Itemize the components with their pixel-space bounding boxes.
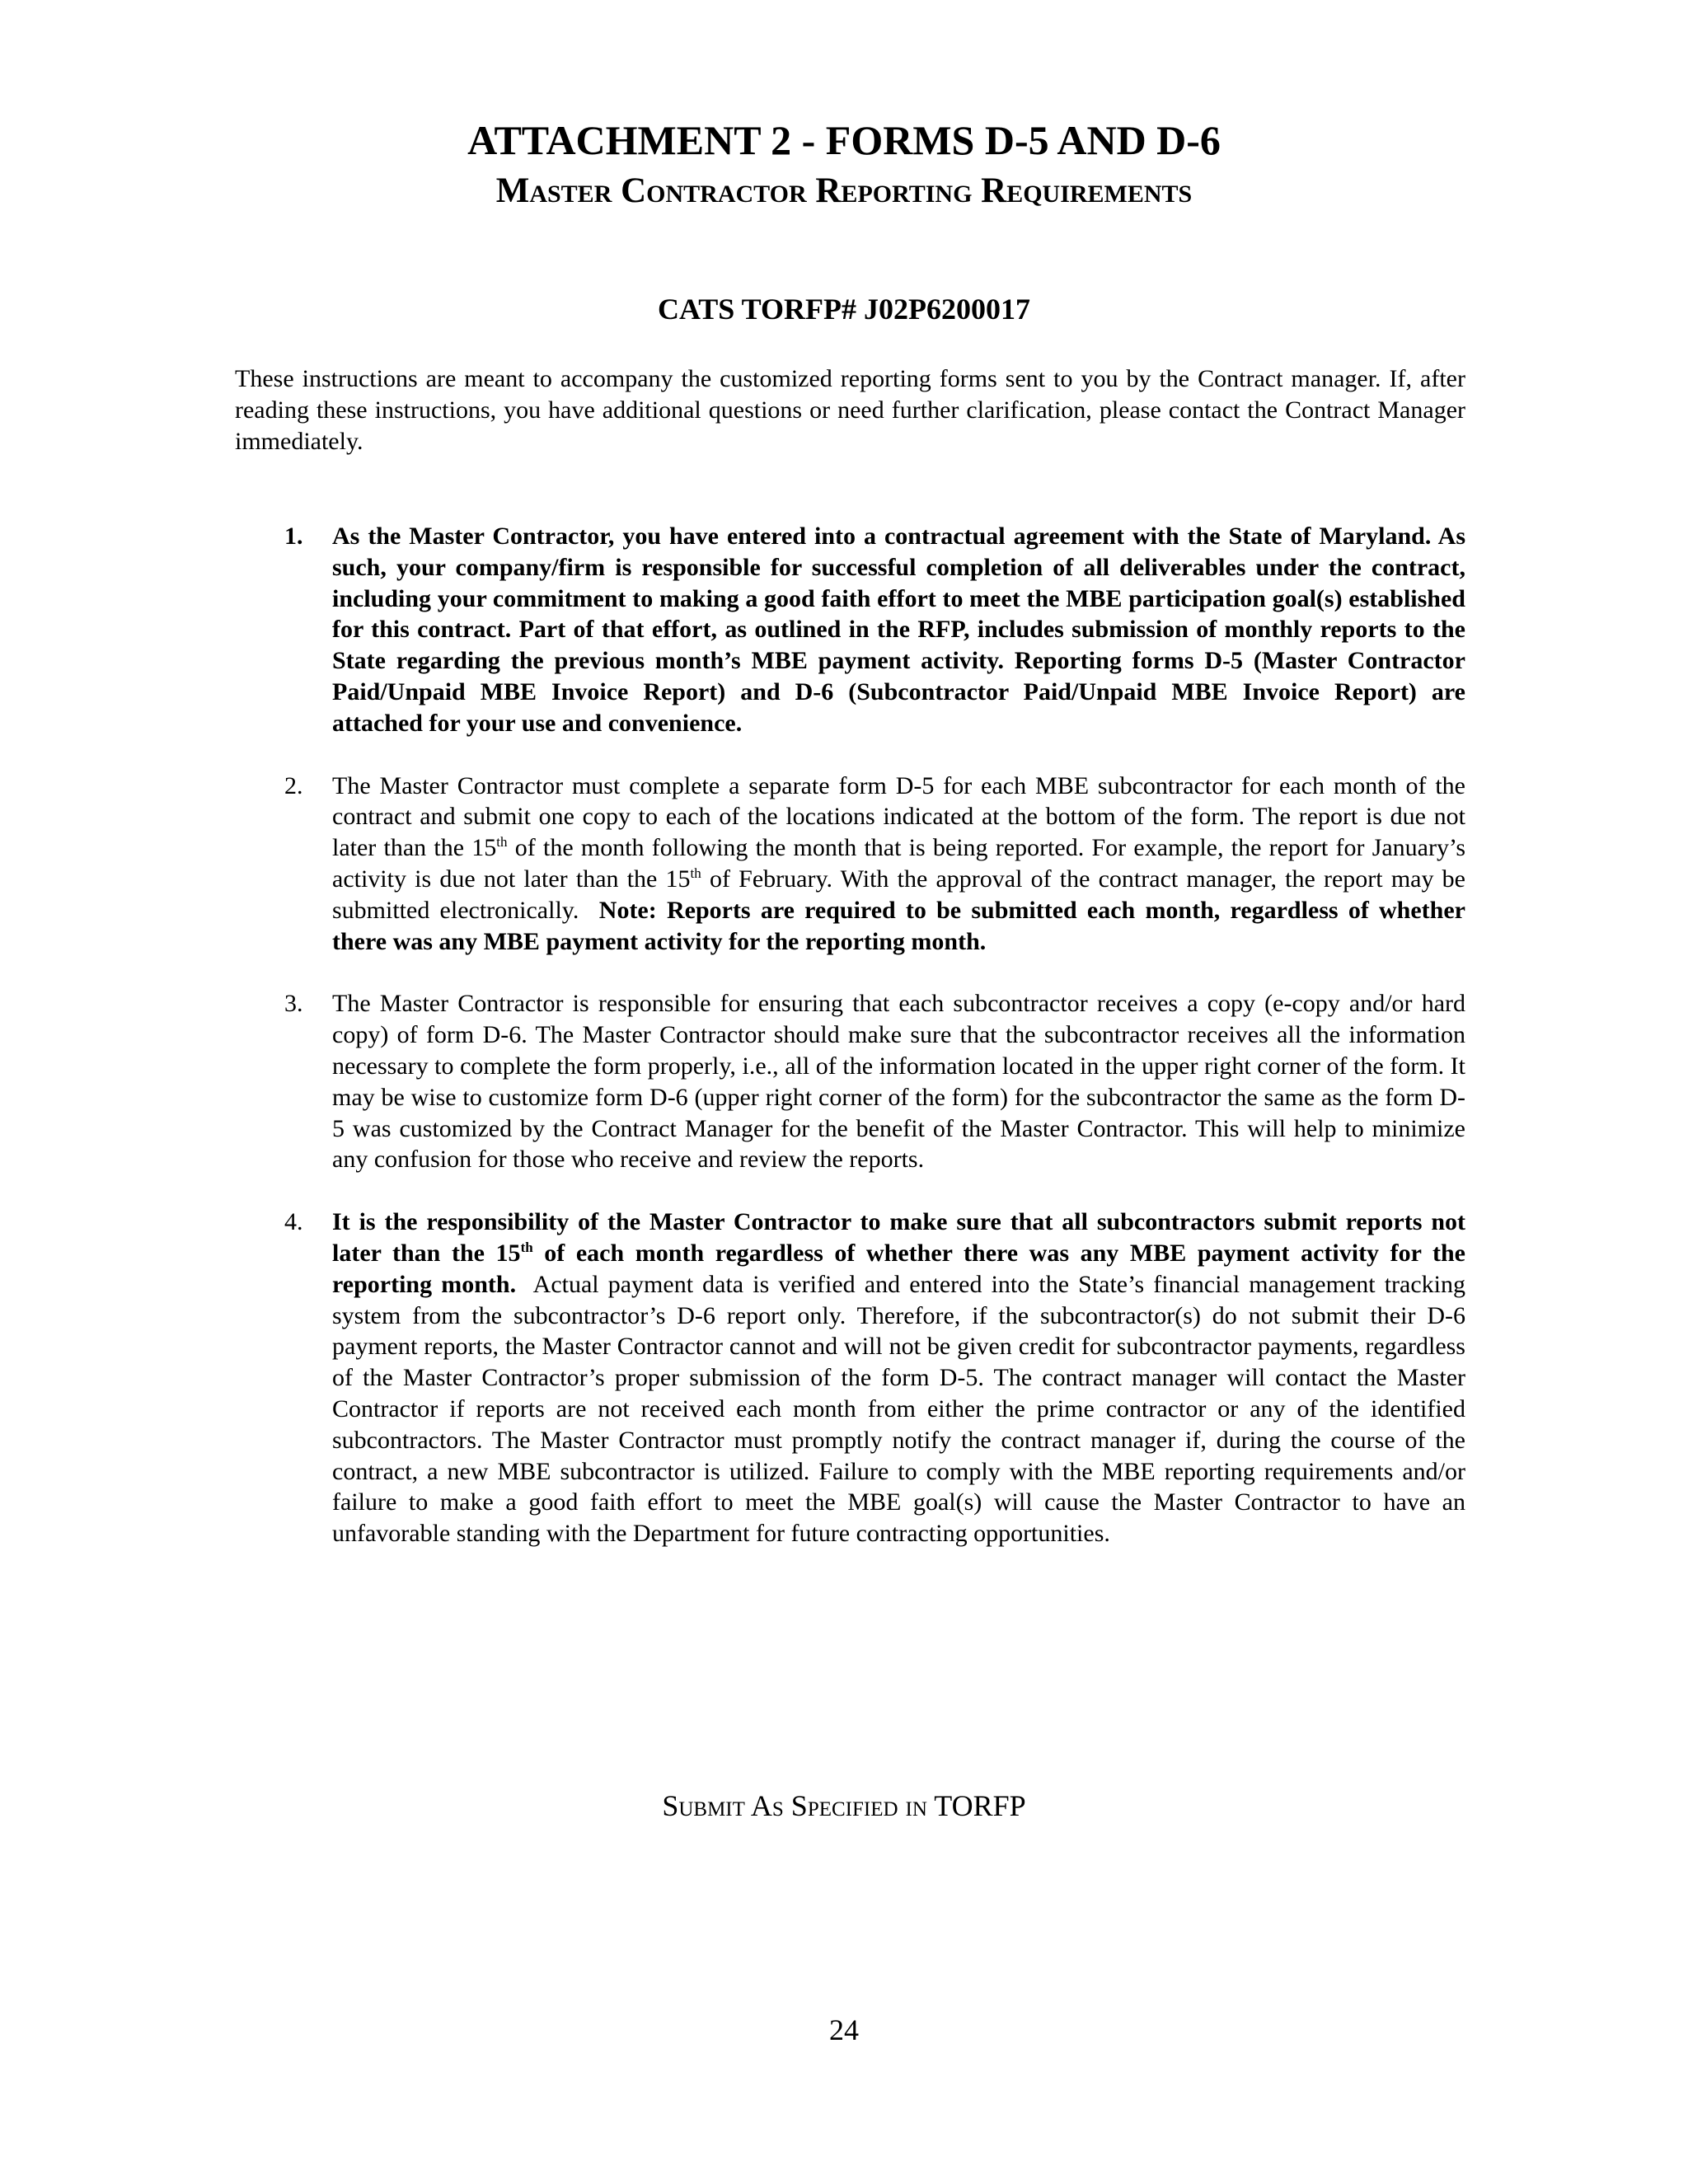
list-item-4 bbox=[284, 1207, 1465, 1549]
list-number: 1. bbox=[284, 523, 303, 550]
list-item-text: of February. With the approval of the contract manager, the report may be submitted electronically. bbox=[332, 865, 1465, 924]
list-item-text: Actual payment data is verified and entered into the State’s financial management tracking system from the subcontractor’s D-6 report only. Therefore, if the subcontractor(s) do not submit their D-6 payment reports, the Master Contractor cannot and will not be given credit for subcontractor payments, regardless of the Master Contractor’s proper submission of the form D-5. The contract manager will contact the Master Contractor if reports are not received each month from either the prime contractor or any of the identified subcontractors. The Master Contractor must promptly notify the contract manager if, during the course of the contract, a new MBE subcontractor is utilized. Failure to comply with the MBE reporting requirements and/or failure to make a good faith effort to meet the MBE goal(s) will cause the Master Contractor to have an unfavorable standing with the Department for future contracting opportunities. bbox=[332, 1270, 1465, 1548]
page-number: 24 bbox=[829, 2013, 859, 2046]
superscript: th bbox=[496, 834, 508, 851]
superscript: th bbox=[690, 865, 701, 881]
list-item-text: The Master Contractor must complete a separate form D-5 for each MBE subcontractor for each month of the contract and submit one copy to each of the locations indicated at the bottom of the form. The report is due not later than the 15 bbox=[332, 771, 1465, 862]
list-number: 4. bbox=[284, 1208, 303, 1236]
intro-paragraph: These instructions are meant to accompany the customized reporting forms sent to you by the Contract manager. If, after reading these instructions, you have additional questions or need further clarification, please contact the Contract Manager immediately. bbox=[235, 365, 1465, 455]
note-text: Note: Reports are required to be submitted each month, regardless of whether there was any MBE payment activity for the reporting month. bbox=[332, 896, 1465, 955]
responsibility-text: It is the responsibility of the Master Contractor to make sure that all subcontractors submit reports not later than the 15 bbox=[332, 1208, 1465, 1267]
list-number: 2. bbox=[284, 771, 303, 799]
list-item-text: of the month following the month that is being reported. For example, the report for January’s activity is due not later than the 15 bbox=[332, 834, 1465, 893]
requirements-list bbox=[284, 521, 1465, 1581]
document-title: ATTACHMENT 2 - FORMS D-5 AND D-6 bbox=[467, 117, 1221, 163]
list-item-3 bbox=[284, 988, 1465, 1175]
responsibility-text: of each month regardless of whether there was any MBE payment activity for the reporting month. bbox=[332, 1239, 1465, 1298]
list-item-1 bbox=[284, 521, 1465, 739]
list-item-text: The Master Contractor is responsible for ensuring that each subcontractor receives a copy (e-copy and/or hard copy) of form D-6. The Master Contractor should make sure that the subcontractor receives all the information necessary to complete the form properly, i.e., all of the information located in the upper right corner of the form. It may be wise to customize form D-6 (upper right corner of the form) for the subcontractor the same as the form D-5 was customized by the Contract Manager for the benefit of the Master Contractor. This will help to minimize any confusion for those who receive and review the reports. bbox=[332, 990, 1465, 1174]
list-item-text: As the Master Contractor, you have entered into a contractual agreement with the State of Maryland. As such, your company/firm is responsible for successful completion of all deliverables under the contract, including your commitment to making a good faith effort to meet the MBE participation goal(s) established for this contract. Part of that effort, as outlined in the RFP, includes submission of monthly reports to the State regarding the previous month’s MBE payment activity. Reporting forms D-5 (Master Contractor Paid/Unpaid MBE Invoice Report) and D-6 (Subcontractor Paid/Unpaid MBE Invoice Report) are attached for your use and convenience. bbox=[332, 523, 1465, 737]
document-subtitle: Master Contractor Reporting Requirements bbox=[495, 171, 1193, 210]
list-number: 3. bbox=[284, 990, 303, 1018]
torfp-number: CATS TORFP# J02P6200017 bbox=[657, 293, 1031, 326]
list-item-2 bbox=[284, 771, 1465, 958]
superscript: th bbox=[520, 1239, 533, 1255]
submit-instruction: Submit As Specified in TORFP bbox=[662, 1789, 1026, 1822]
